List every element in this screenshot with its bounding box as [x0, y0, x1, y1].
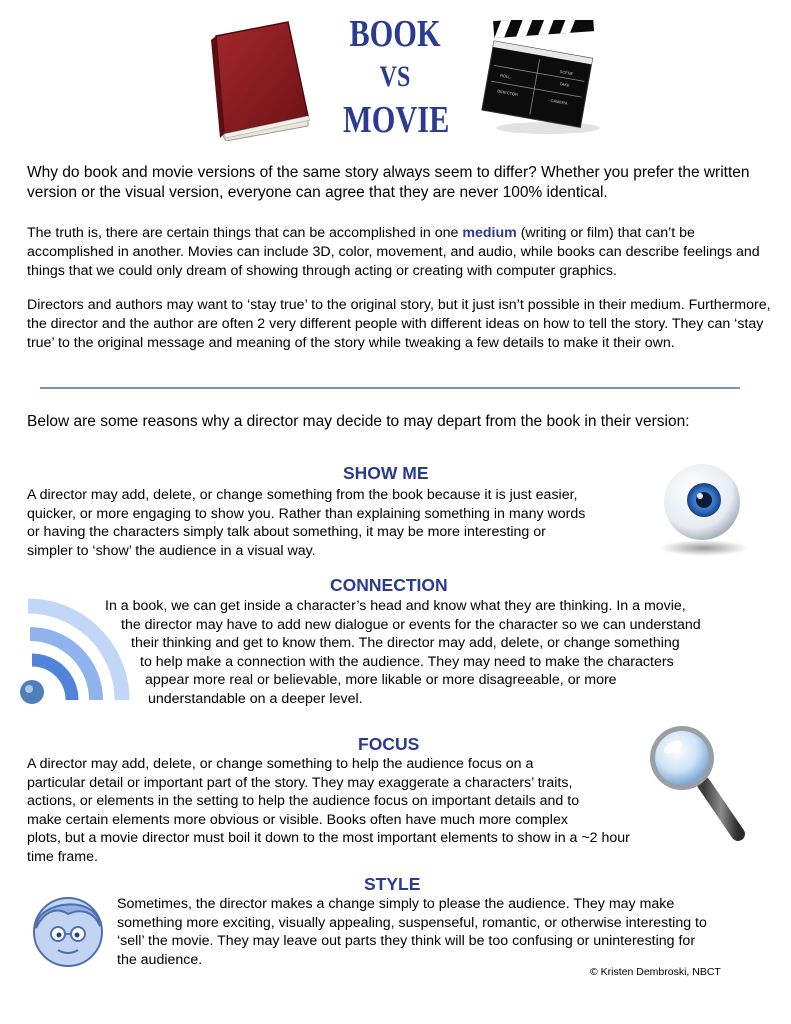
clapper-roll: ROLL	[499, 72, 511, 80]
signal-waves-icon	[16, 596, 134, 708]
section-divider	[40, 387, 740, 389]
style-line: ‘sell’ the movie. They may leave out parts they think will be too confusing or uninteresting for	[117, 933, 696, 949]
cartoon-face-icon	[28, 890, 108, 970]
connection-heading: CONNECTION	[330, 575, 448, 595]
style-line: the audience.	[117, 951, 203, 968]
focus-line: particular detail or important part of the story. They may exaggerate a characters’ traits,	[27, 774, 573, 791]
focus-line: A director may add, delete, or change something to help the audience focus on a	[27, 756, 534, 772]
connection-line: the director may have to add new dialogue or events for the character so we can understand	[121, 616, 701, 633]
medium-paragraph-end: (writing or film) that can’t be accomplished in another. Movies can include 3D, color, movement, and audio, while books can describe feelings and things that we could only dream of showing through acting or creating with computer graphics.	[27, 225, 760, 279]
style-text	[117, 895, 707, 969]
style-line: Sometimes, the director makes a change simply to please the audience. They may make	[117, 896, 675, 912]
eye-icon	[652, 458, 752, 560]
copyright-notice: © Kristen Dembroski, NBCT	[590, 966, 721, 978]
reasons-lead: Below are some reasons why a director may decide to may depart from the book in their version:	[27, 413, 690, 430]
style-heading: STYLE	[364, 874, 421, 894]
clapper-director: DIRECTOR	[496, 88, 519, 98]
clapper-scene: SCENE	[559, 68, 574, 77]
connection-text	[105, 597, 701, 708]
show-me-line: or having the characters simply talk about something, it may be more interesting or	[27, 524, 546, 540]
clapperboard-icon	[478, 20, 606, 138]
focus-line: actions, or elements in the setting to help the audience focus on important details and to	[27, 793, 580, 809]
magnifying-glass-icon	[640, 722, 750, 844]
intro-paragraph: Why do book and movie versions of the same story always seem to differ? Whether you prefer the written version or the visual version, everyone can agree that they are never 100% identical.	[27, 164, 750, 201]
clapper-take: TAKE	[559, 81, 571, 88]
medium-paragraph-start: The truth is, there are certain things that can be accomplished in one	[27, 225, 463, 241]
focus-heading: FOCUS	[358, 734, 420, 754]
show-me-line: simpler to ‘show’ the audience in a visual way.	[27, 542, 316, 559]
focus-text	[27, 755, 630, 866]
show-me-line: A director may add, delete, or change something from the book because it is just easier,	[27, 487, 578, 503]
focus-line: make certain elements more obvious or visible. Books often have much more complex	[27, 811, 568, 828]
clapper-camera: CAMERA	[550, 97, 568, 106]
medium-term: medium	[462, 225, 517, 241]
stay-true-paragraph: Directors and authors may want to ‘stay true’ to the original story, but it just isn’t possible in their medium. Furthermore, the director and the author are often 2 very different people with different ideas on how to tell the story. They can ‘stay true’ to the original message and meaning of the story while tweaking a few details to make it their own.	[27, 297, 771, 351]
connection-line: understandable on a deeper level.	[148, 690, 363, 707]
connection-line: appear more real or believable, more likable or more disagreeable, or more	[145, 672, 617, 688]
connection-line: to help make a connection with the audience. They may need to make the characters	[140, 653, 674, 670]
focus-line: time frame.	[27, 848, 98, 865]
title-movie: MOVIE	[343, 99, 450, 141]
show-me-text	[27, 486, 585, 560]
medium-paragraph	[27, 224, 777, 281]
show-me-line: quicker, or more engaging to show you. Rather than explaining something in many words	[27, 505, 586, 522]
title-book: BOOK	[349, 13, 441, 55]
connection-line: their thinking and get to know them. The director may add, delete, or change something	[131, 635, 680, 651]
show-me-heading: SHOW ME	[343, 463, 429, 483]
book-icon	[200, 16, 315, 141]
style-line: something more exciting, visually appealing, suspenseful, romantic, or otherwise interesting to	[117, 914, 707, 931]
focus-line: plots, but a movie director must boil it down to the most important elements to show in a ~2 hour	[27, 830, 630, 846]
connection-line: In a book, we can get inside a character’s head and know what they are thinking. In a movie,	[105, 598, 686, 614]
title-vs: VS	[379, 60, 411, 93]
